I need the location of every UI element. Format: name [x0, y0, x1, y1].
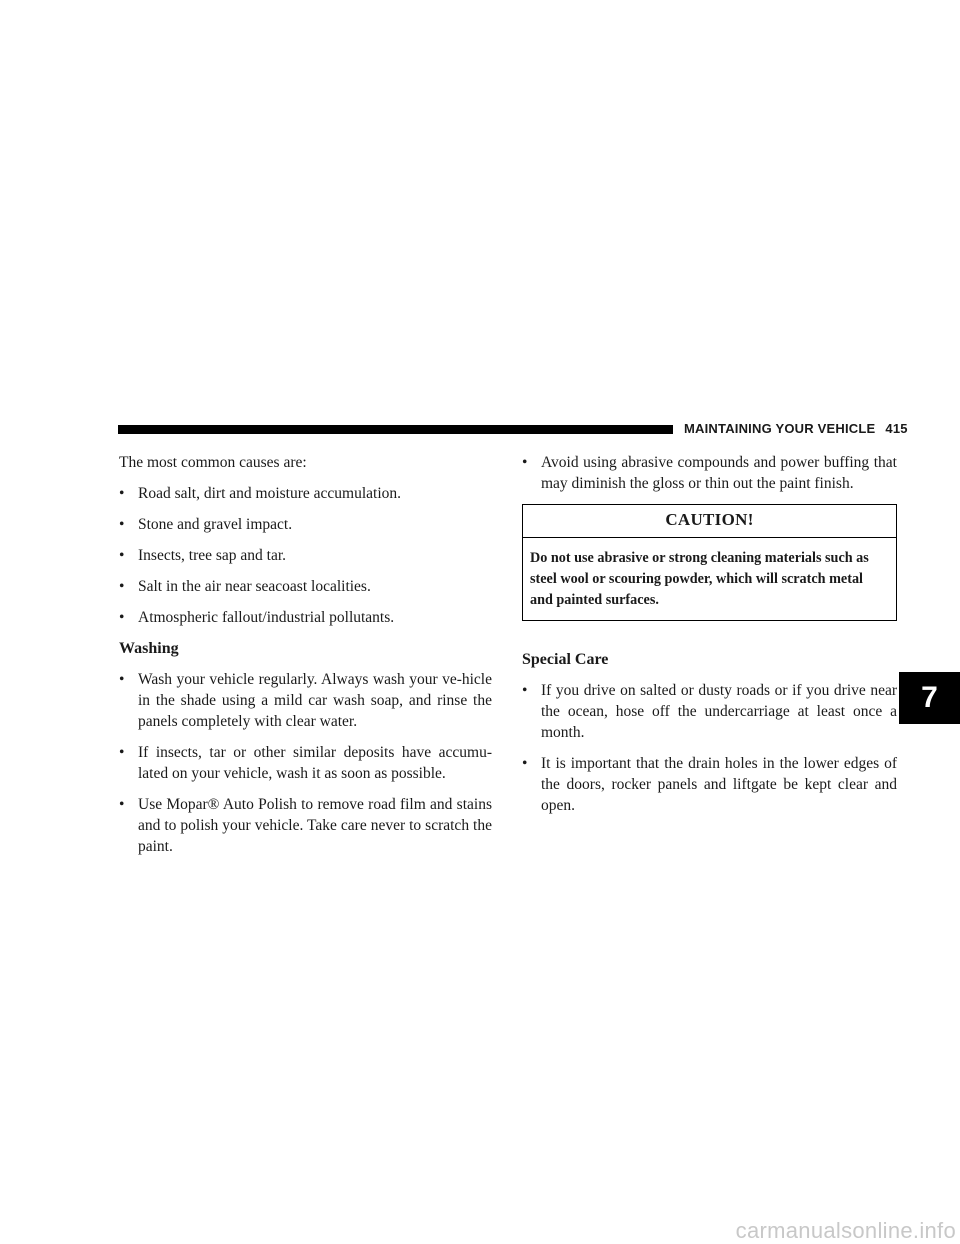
list-item-text: Road salt, dirt and moisture accumulation. — [138, 485, 402, 502]
chapter-tab: 7 — [899, 672, 960, 724]
bullet: • — [119, 796, 125, 813]
causes-intro: The most common causes are: — [119, 454, 307, 471]
washing-list — [119, 669, 492, 857]
bullet: • — [119, 485, 125, 502]
list-item — [119, 607, 492, 628]
list-item — [522, 452, 897, 494]
list-item — [119, 794, 492, 857]
watermark[interactable]: carmanualsonline.info — [735, 1218, 956, 1243]
bullet: • — [119, 671, 125, 688]
caution-text: Do not use abrasive or strong cleaning materials such as steel wool or scouring powder, which will scratch metal and painted surfaces. — [530, 550, 869, 608]
right-column — [522, 452, 897, 826]
bullet: • — [522, 682, 528, 699]
header-rule — [118, 425, 673, 434]
bullet: • — [522, 454, 528, 471]
list-item — [119, 514, 492, 535]
list-item-text: Avoid using abrasive compounds and power buffing that may diminish the gloss or thin out the paint finish. — [541, 454, 897, 492]
list-item — [522, 753, 897, 816]
list-item-text: Salt in the air near seacoast localities. — [138, 578, 371, 595]
list-item-text: Insects, tree sap and tar. — [138, 547, 287, 564]
running-header — [684, 421, 908, 436]
bullet: • — [119, 547, 125, 564]
list-item-text: If you drive on salted or dusty roads or if you drive near the ocean, hose off the undercarriage at least once a month. — [541, 682, 897, 741]
list-item — [522, 680, 897, 743]
bullet: • — [119, 609, 125, 626]
bullet: • — [119, 578, 125, 595]
left-column — [119, 452, 492, 867]
caution-box — [522, 504, 897, 621]
bullet: • — [119, 744, 125, 761]
washing-heading: Washing — [119, 640, 179, 657]
caution-title: CAUTION! — [523, 505, 896, 538]
list-item-text: Atmospheric fallout/industrial pollutants. — [138, 609, 395, 626]
washing-list-continued — [522, 452, 897, 494]
section-title: MAINTAINING YOUR VEHICLE — [684, 421, 876, 436]
list-item — [119, 669, 492, 732]
list-item — [119, 483, 492, 504]
page-number: 415 — [885, 421, 908, 436]
special-care-list — [522, 680, 897, 816]
special-care-heading: Special Care — [522, 651, 609, 668]
causes-list — [119, 483, 492, 628]
list-item-text: It is important that the drain holes in the lower edges of the doors, rocker panels and liftgate be kept clear and open. — [541, 755, 897, 814]
list-item — [119, 576, 492, 597]
list-item-text: If insects, tar or other similar deposits have accumu-lated on your vehicle, wash it as soon as possible. — [138, 744, 492, 782]
bullet: • — [119, 516, 125, 533]
bullet: • — [522, 755, 528, 772]
list-item-text: Use Mopar® Auto Polish to remove road film and stains and to polish your vehicle. Take care never to scratch the paint. — [138, 796, 492, 855]
list-item-text: Wash your vehicle regularly. Always wash your ve-hicle in the shade using a mild car wash soap, and rinse the panels completely with clear water. — [138, 671, 492, 730]
list-item — [119, 742, 492, 784]
list-item — [119, 545, 492, 566]
list-item-text: Stone and gravel impact. — [138, 516, 293, 533]
